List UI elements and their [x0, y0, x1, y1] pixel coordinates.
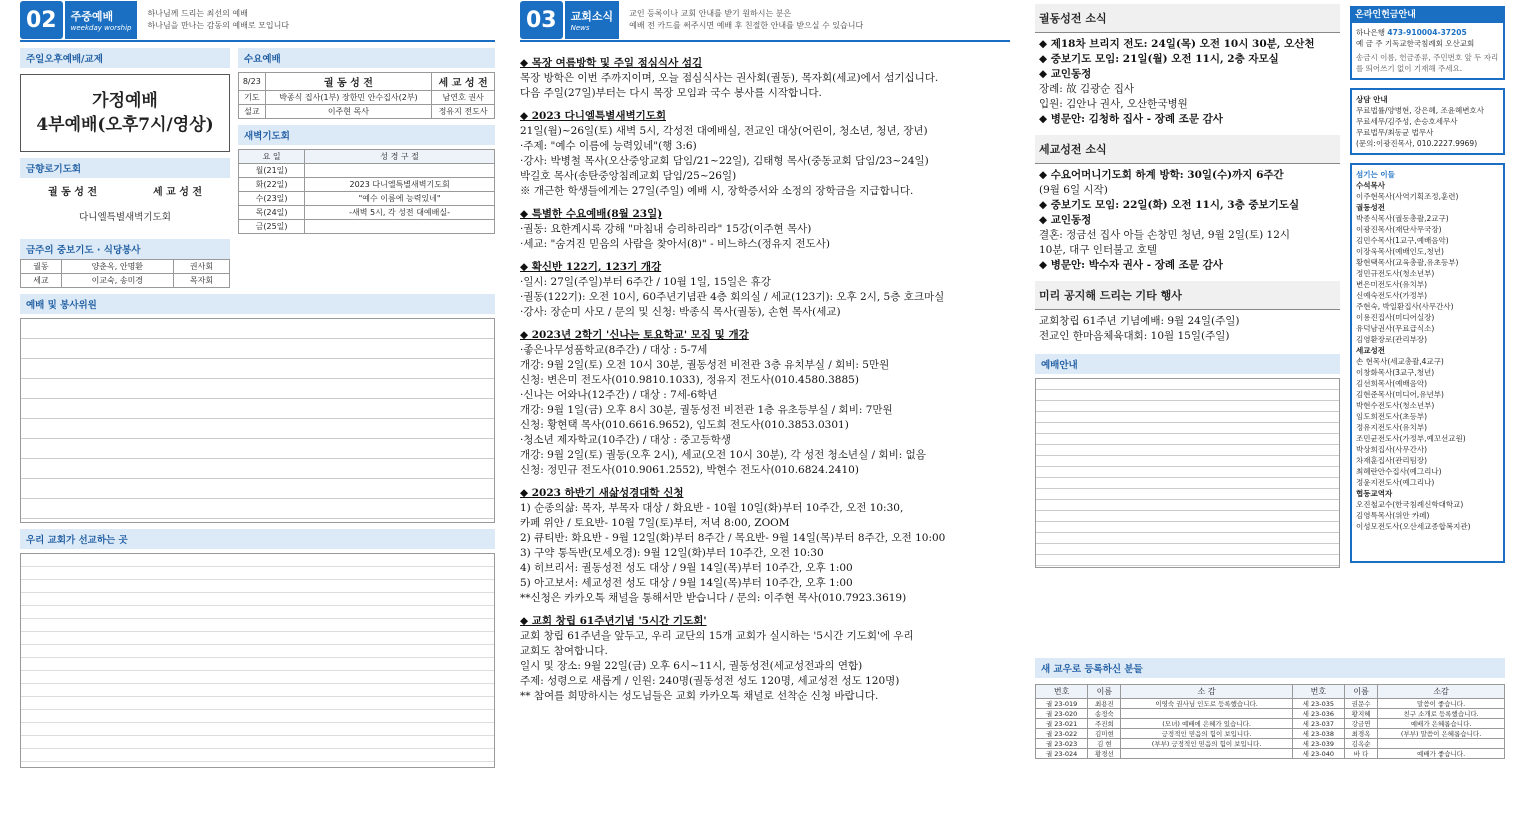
table-cell: 화(22일) [239, 178, 305, 192]
account-number: 473-910004-37205 [1387, 28, 1467, 37]
table-row [1036, 709, 1505, 719]
news-line: 교회창립 61주년 기념예배: 9월 24일(주일) [1039, 315, 1240, 327]
new-members-title: 새 교우로 등록하신 분들 [1035, 658, 1505, 678]
news-line: 카페 위안 / 토요반- 10월 7일(토)부터, 저녁 8:00, ZOOM [520, 517, 790, 529]
table-cell: 이교숙, 송미경 [61, 274, 173, 288]
table-cell: 예배가 은혜롭습니다. [1378, 719, 1505, 729]
news-line: ◆ 중보기도 모임: 22일(화) 오전 11시, 3층 중보기도실 [1039, 199, 1300, 211]
servant-line: 궐동성전 [1356, 203, 1385, 212]
table-row [1036, 729, 1505, 739]
table-cell: 바 다 [1344, 749, 1377, 759]
table-row [239, 178, 495, 192]
table-cell: 최용진 [1088, 699, 1121, 709]
table-cell: 궐 23-020 [1036, 709, 1088, 719]
friday-table [20, 182, 230, 233]
wed-sermon-label: 설교 [239, 105, 266, 119]
table-cell: 궐 23-022 [1036, 729, 1088, 739]
desc-line2: 하나님을 만나는 감동의 예배로 모입니다 [147, 21, 290, 30]
news-line: ◆ 병문안: 김청하 집사 - 장례 조문 감사 [1039, 113, 1223, 125]
table-cell: 수(23일) [239, 192, 305, 206]
table-cell: 긍정적인 믿음의 힘이 보입니다. [1121, 729, 1292, 739]
table-cell: 김 현 [1088, 739, 1121, 749]
dawn-table [238, 149, 495, 234]
news-line: 10분, 대구 인터불고 호텔 [1039, 244, 1157, 256]
desc-line1: 교인 등록이나 교회 안내를 받기 원하시는 분은 [629, 9, 792, 18]
wed-col1: 궐 동 성 전 [265, 73, 432, 91]
news-heading: ◆ 2023 다니엘특별새벽기도회 [520, 110, 667, 122]
news-heading: ◆ 2023 하반기 새삶성경대학 신청 [520, 487, 684, 499]
table-cell: 양춘옥, 안명환 [61, 260, 173, 274]
wed-pray1: 박종식 집사(1부) 장한민 안수집사(2부) [265, 91, 432, 105]
header-desc [629, 8, 863, 32]
servant-line: 정유지전도사(유치부) [1356, 423, 1428, 432]
counsel-title: 상담 안내 [1356, 95, 1388, 104]
servant-line: 임도희전도사(초등부) [1356, 412, 1428, 421]
news-line: 입원: 김안나 권사, 오산한국병원 [1039, 98, 1188, 110]
sunday-box [20, 74, 230, 152]
table-cell: 세 23-037 [1292, 719, 1344, 729]
fri-value: 다니엘특별새벽기도회 [79, 212, 171, 223]
table-row [21, 274, 230, 288]
servant-line: 김영특목사(위안 카페) [1356, 511, 1430, 520]
title-text: 주중예배 [70, 10, 114, 23]
page-number: 03 [520, 1, 563, 39]
table-cell [305, 164, 495, 178]
news-line: ·세교: "숨겨진 믿음의 사람을 찾아서(8)" - 비느하스(정유지 전도사) [520, 238, 830, 250]
news-line: ·청소년 제자학교(10주간) / 대상 : 중고등학생 [520, 434, 731, 446]
sunday-line1: 가정예배 [92, 91, 158, 111]
news-line: ·궐동: 요한계시록 강해 "마침내 승리하리라" 15강(이주현 목사) [520, 223, 812, 235]
table-cell [1121, 749, 1292, 759]
intercession-table [20, 259, 230, 288]
panel-weekday-worship [20, 0, 495, 815]
counsel-line: (문의:이광진목사, 010.2227.9969) [1356, 139, 1478, 148]
table-row [1036, 739, 1505, 749]
news-line: 개강: 9월 1일(금) 오후 8시 30분, 궐동성전 비전관 1층 유초등부실 / 회비: 7만원 [520, 404, 893, 416]
mission-table [20, 553, 495, 768]
news-line: ◆ 교인동정 [1039, 214, 1092, 226]
table-header: 이름 [1088, 685, 1121, 699]
servant-line: 이주현목사(사역기획조정,훈련) [1356, 192, 1459, 201]
news-line: ◆ 교인동정 [1039, 68, 1092, 80]
news-line: 장례: 故 김광순 집사 [1039, 83, 1135, 95]
table-cell: 친구 소개로 등록했습니다. [1378, 709, 1505, 719]
table-cell: 세교 [21, 274, 62, 288]
fri-col1: 궐 동 성 전 [47, 187, 98, 198]
news-line: ◆ 중보기도 모임: 21일(월) 오전 11시, 2층 자모실 [1039, 53, 1279, 65]
news-line: 신청: 황현택 목사(010.6616.9652), 임도희 전도사(010.3853.0301) [520, 419, 849, 431]
online-offering-box [1350, 6, 1505, 80]
servant-line: 신예숙전도사(가정부) [1356, 291, 1428, 300]
table-row [239, 164, 495, 178]
table-cell: (부부) 긍정적인 믿음의 힘이 보입니다. [1121, 739, 1292, 749]
servant-line: 박상희집사(사무간사) [1356, 445, 1428, 454]
subtitle-text: News [570, 24, 590, 32]
etc-title: 미리 공지해 드리는 기타 행사 [1035, 281, 1340, 310]
table-cell: 세 23-036 [1292, 709, 1344, 719]
news-line: 3) 구약 통독반(모세오경): 9월 12일(화)부터 10주간, 오전 10:30 [520, 547, 824, 559]
servant-line: 조민균전도사(가정부,예꼬선교원) [1356, 434, 1466, 443]
servant-line: 차재훈집사(관리팀장) [1356, 456, 1428, 465]
sunday-line2: 4부예배(오후7시/영상) [36, 115, 214, 135]
table-row [1036, 719, 1505, 729]
counsel-line: 무료법무/최동균 법무사 [1356, 128, 1434, 137]
servant-line: 세교성전 [1356, 346, 1385, 355]
table-row [1036, 749, 1505, 759]
news-body [520, 56, 1010, 704]
news-line: 주제: 성령으로 새롭게 / 인원: 240명(궐동성전 성도 120명, 세교성전 성도 120명) [520, 675, 900, 687]
news-line: ·신나는 어와나(12주간) / 대상 : 7세-6학년 [520, 389, 718, 401]
servant-line: 김민수목사(1교구,예배음악) [1356, 236, 1449, 245]
page-number: 02 [20, 1, 63, 39]
news-line: 전교인 한마음체육대회: 10월 15일(주일) [1039, 330, 1230, 342]
servant-line: 정윤지전도사(예그리나) [1356, 478, 1435, 487]
servant-line: 김영환장로(관리부장) [1356, 335, 1428, 344]
news-line: ◆ 병문안: 박수자 권사 - 장례 조문 감사 [1039, 259, 1223, 271]
news-line: 박길호 목사(송탄중앙침례교회 담임/25~26일) [520, 170, 737, 182]
panel-news [520, 0, 1010, 815]
servant-line: 이창화목사(3교구,청년) [1356, 368, 1435, 377]
table-cell: 궐동 [21, 260, 62, 274]
table-cell: 2023 다니엘특별새벽기도회 [305, 178, 495, 192]
online-note: 송금시 이름, 헌금종류, 주민번호 앞 두 자리를 띄어쓰기 없이 기재해 주세요. [1356, 53, 1499, 73]
table-cell: 목자회 [173, 274, 229, 288]
etc-body [1035, 310, 1340, 348]
sg-title: 세교성전 소식 [1035, 135, 1340, 164]
desc-line2: 예배 전 카드를 써주시면 예배 후 친절한 안내를 받으실 수 있습니다 [629, 21, 864, 30]
wed-date: 8/23 [239, 73, 266, 91]
table-cell: 세 23-040 [1292, 749, 1344, 759]
table-cell: "예수 이름에 능력있네" [305, 192, 495, 206]
news-line: **신청은 카카오톡 채널을 통해서만 받습니다 / 문의: 이주현 목사(010.7923.3619) [520, 592, 907, 604]
table-cell: 송정숙 [1088, 709, 1121, 719]
gw-body [1035, 33, 1340, 131]
table-cell: 세 23-038 [1292, 729, 1344, 739]
new-members [1035, 652, 1505, 802]
counsel-box [1350, 88, 1505, 155]
wed-pray2: 남연호 권사 [432, 91, 495, 105]
news-line: (9월 6일 시작) [1039, 184, 1108, 196]
sunday-section-title: 주일오후예배/교제 [20, 48, 230, 68]
servant-line: 변은미전도사(유치부) [1356, 280, 1428, 289]
news-line: 신청: 정민규 전도사(010.9061.2552), 박현수 전도사(010.6824.2410) [520, 464, 859, 476]
servant-line: 유덕남권사(무료급식소) [1356, 324, 1435, 333]
table-header: 소감 [1378, 685, 1505, 699]
servants-box [1350, 163, 1505, 563]
table-cell: -새벽 5시, 각 성전 대예배실- [305, 206, 495, 220]
news-line: ◆ 수요어머니기도회 하계 방학: 30일(수)까지 6주간 [1039, 169, 1284, 181]
intercession-title: 금주의 중보기도 · 식당봉사 [20, 239, 230, 259]
servant-line: 박현수전도사(청소년부) [1356, 401, 1435, 410]
servant-line: 이성모전도사(오산세교종합복지관) [1356, 522, 1471, 531]
table-row [239, 150, 495, 164]
news-line: ** 참여를 희망하시는 성도님들은 교회 카카오톡 채널로 선착순 신청 바랍니다. [520, 690, 879, 702]
servant-line: 박종식목사(궐동총괄,2교구) [1356, 214, 1449, 223]
news-line: 일시 및 장소: 9월 22일(금) 오후 6시~11시, 궐동성전(세교성전과의 연합) [520, 660, 863, 672]
account-holder: 예 금 주 기독교한국침례회 오산교회 [1356, 39, 1475, 48]
bank-name: 하나은행 [1356, 28, 1385, 37]
servant-line: 이용진집사(미디어실장) [1356, 313, 1435, 322]
table-row [1036, 685, 1505, 699]
news-line: 다음 주일(27일)부터는 다시 목장 모임과 국수 봉사를 시작합니다. [520, 87, 822, 99]
table-cell: 강금연 [1344, 719, 1377, 729]
news-heading: ◆ 2023년 2학기 '신나는 토요학교' 모집 및 개강 [520, 329, 749, 341]
news-line: 2) 큐티반: 화요반 - 9월 12일(화)부터 8주간 / 목요반- 9월 14일(목)부터 8주간, 오전 10:00 [520, 532, 946, 544]
table-cell: 최경옥 [1344, 729, 1377, 739]
mission-title: 우리 교회가 선교하는 곳 [20, 529, 495, 549]
servant-line: 수석목사 [1356, 181, 1385, 190]
table-row [239, 220, 495, 234]
servant-line: 손 현목사(세교총괄,4교구) [1356, 357, 1444, 366]
servant-line: 황현택목사(교육총괄,유초등부) [1356, 258, 1459, 267]
table-header: 이름 [1344, 685, 1377, 699]
news-line: 신청: 변은미 전도사(010.9810.1033), 정유지 전도사(010.4580.3885) [520, 374, 859, 386]
table-cell: 금(25일) [239, 220, 305, 234]
table-row [21, 260, 230, 274]
table-cell: 세 23-039 [1292, 739, 1344, 749]
news-line: 교회도 참여합니다. [520, 645, 608, 657]
news-line: ·좋은나무성품학교(8주간) / 대상 : 5-7세 [520, 344, 708, 356]
table-row [239, 192, 495, 206]
table-cell: 황지혜 [1344, 709, 1377, 719]
wed-sermon2: 정유지 전도사 [432, 105, 495, 119]
news-line: ·궐동(122기): 오전 10시, 60주년기념관 4층 회의실 / 세교(123기): 오후 2시, 5층 호크마실 [520, 291, 945, 303]
table-cell [1121, 709, 1292, 719]
servant-line: 주현숙, 박일환집사(사무간사) [1356, 302, 1454, 311]
servant-line: 이광진목사(재단사무국장) [1356, 225, 1442, 234]
counsel-line: 무료법률/양병현, 강은혜, 조윤혜변호사 [1356, 106, 1484, 115]
table-cell: 김미현 [1088, 729, 1121, 739]
table-cell: 궐 23-021 [1036, 719, 1088, 729]
header-weekday [20, 0, 495, 42]
news-heading: ◆ 교회 창립 61주년기념 '5시간 기도회' [520, 615, 707, 627]
fri-col2: 세 교 성 전 [152, 187, 203, 198]
counsel-line: 무료세무/김주성, 손승호세무사 [1356, 117, 1458, 126]
servant-line: 최혜란안수집사(예그리나) [1356, 467, 1442, 476]
news-line: 1) 순종의삶: 목자, 부목자 대상 / 화요반 - 10월 10일(화)부터 10주간, 오전 10:30, [520, 502, 904, 514]
wed-sermon1: 이주현 목사 [265, 105, 432, 119]
table-cell: 목(24일) [239, 206, 305, 220]
subtitle-text: weekday worship [70, 24, 132, 32]
servant-line: 김현준목사(미디어,유년부) [1356, 390, 1444, 399]
table-cell: 김옥순 [1344, 739, 1377, 749]
worship-guide-table [1035, 378, 1340, 568]
news-line: ·일시: 27일(주일)부터 6주간 / 10월 1일, 15일은 휴강 [520, 276, 771, 288]
table-row [1036, 699, 1505, 709]
table-cell: 권문수 [1344, 699, 1377, 709]
news-line: ※ 개근한 학생들에게는 27일(주일) 예배 시, 장학증서와 소정의 장학금을 지급합니다. [520, 185, 914, 197]
news-line: 4) 히브리서: 궐동성전 성도 대상 / 9월 14일(목)부터 10주간, 오후 1:00 [520, 562, 853, 574]
header-news [520, 0, 1010, 42]
table-cell: 세 23-035 [1292, 699, 1344, 709]
table-cell: 황경선 [1088, 749, 1121, 759]
servant-line: 정민규전도사(청소년부) [1356, 269, 1435, 278]
wed-col2: 세 교 성 전 [432, 73, 495, 91]
table-cell: 궐 23-024 [1036, 749, 1088, 759]
servant-line: 김선희목사(예배음악) [1356, 379, 1428, 388]
table-row [239, 206, 495, 220]
table-cell: (모녀) 예배에 은혜가 있습니다. [1121, 719, 1292, 729]
table-header: 소 감 [1121, 685, 1292, 699]
table-cell: 주진희 [1088, 719, 1121, 729]
page-title [565, 1, 620, 39]
news-line: ·강사: 박병철 목사(오산중앙교회 담임/21~22일), 김태형 목사(중동교회 담임/23~24일) [520, 155, 929, 167]
service-committee-title: 예배 및 봉사위원 [20, 294, 495, 314]
table-cell: (부부) 말씀이 은혜롭습니다. [1378, 729, 1505, 739]
news-line: 목장 방학은 이번 주까지이며, 오늘 점심식사는 권사회(궐동), 목자회(세교)에서 섬기십니다. [520, 72, 939, 84]
servant-line: 이장욱목사(예배인도,청년) [1356, 247, 1444, 256]
table-cell: 권사회 [173, 260, 229, 274]
page-title [65, 1, 138, 39]
panel-sidebar [1350, 0, 1505, 640]
new-members-table [1035, 684, 1505, 759]
wed-pray-label: 기도 [239, 91, 266, 105]
news-heading: ◆ 확신반 122기, 123기 개강 [520, 261, 662, 273]
news-line: 개강: 9월 2일(토) 궐동(오후 2시), 세교(오전 10시 30분), 각 성전 청소년실 / 회비: 없음 [520, 449, 926, 461]
header-desc [147, 8, 289, 32]
dawn-section-title: 새벽기도회 [238, 125, 495, 145]
table-cell: 말씀이 좋습니다. [1378, 699, 1505, 709]
servant-line: 협동교역자 [1356, 489, 1393, 498]
sg-body [1035, 164, 1340, 277]
news-line: ·강사: 장순미 사모 / 문의 및 신청: 박종식 목사(궐동), 손현 목사(세교) [520, 306, 841, 318]
friday-section-title: 금향로기도회 [20, 158, 230, 178]
news-line: 5) 아고보서: 세교성전 성도 대상 / 9월 14일(목)부터 10주간, 오후 1:00 [520, 577, 853, 589]
news-heading: ◆ 목장 여름방학 및 주일 점심식사 섬김 [520, 57, 703, 69]
service-committee-table [20, 318, 495, 523]
online-title: 온라인헌금안내 [1352, 8, 1503, 23]
table-header: 번호 [1292, 685, 1344, 699]
desc-line1: 하나님께 드리는 최선의 예배 [147, 9, 248, 18]
news-line: ·주제: "예수 이름에 능력있네"(행 3:6) [520, 140, 697, 152]
news-line: 교회 창립 61주년을 앞두고, 우리 교단의 15개 교회가 실시하는 '5시간 기도회'에 우리 [520, 630, 914, 642]
table-cell: 월(21일) [239, 164, 305, 178]
table-cell [1378, 739, 1505, 749]
table-cell: 궐 23-023 [1036, 739, 1088, 749]
servant-line: 오진철교수(한국침례신학대학교) [1356, 500, 1464, 509]
servants-title: 섬기는 이들 [1356, 170, 1395, 179]
news-line: ◆ 제18차 브리지 전도: 24일(목) 오전 10시 30분, 오산천 [1039, 38, 1315, 50]
wednesday-table [238, 72, 495, 119]
table-cell: 이영숙 권사님 인도로 등록했습니다. [1121, 699, 1292, 709]
table-header: 요 일 [239, 150, 305, 164]
worship-guide-title: 예배안내 [1035, 354, 1340, 374]
news-line: 개강: 9월 2일(토) 오전 10시 30분, 궐동성전 비전관 3층 유치부실 / 회비: 5만원 [520, 359, 890, 371]
table-cell: 예배가 좋습니다. [1378, 749, 1505, 759]
news-heading: ◆ 특별한 수요예배(8월 23일) [520, 208, 663, 220]
title-text: 교회소식 [570, 10, 614, 23]
table-header: 성 경 구 절 [305, 150, 495, 164]
wednesday-section-title: 수요예배 [238, 48, 495, 68]
table-header: 번호 [1036, 685, 1088, 699]
table-cell [305, 220, 495, 234]
news-line: 결혼: 정금선 집사 아들 손창민 청년, 9월 2일(토) 12시 [1039, 229, 1291, 241]
news-line: 21일(월)~26일(토) 새벽 5시, 각성전 대예배실, 전교인 대상(어린이, 청소년, 청년, 장년) [520, 125, 928, 137]
gw-title: 궐동성전 소식 [1035, 4, 1340, 33]
table-cell: 궐 23-019 [1036, 699, 1088, 709]
